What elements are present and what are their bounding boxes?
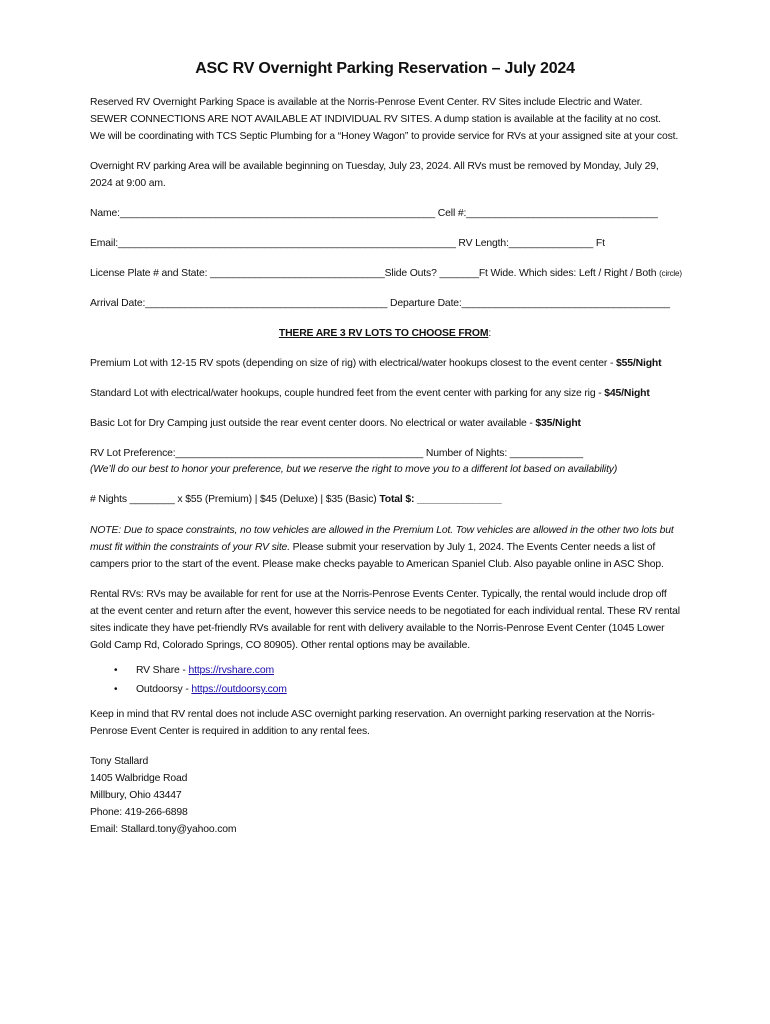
nights-line-text: # Nights ________ x $55 (Premium) | $45 (Deluxe) | $35 (Basic) xyxy=(90,494,380,505)
list-item xyxy=(136,665,274,676)
lot-preference-field[interactable]: RV Lot Preference:____________________________________________ Number of Nights: _____________ xyxy=(90,448,583,459)
keep-in-mind-line: Keep in mind that RV rental does not include ASC overnight parking reservation. An overnight parking reservation at the Norris- xyxy=(90,709,655,720)
standard-lot-price: $45/Night xyxy=(604,388,650,399)
bullet-icon: • xyxy=(114,665,118,676)
note-line: NOTE: Due to space constraints, no tow vehicles are allowed in the Premium Lot. Tow vehicles are allowed in the other two lots but xyxy=(90,525,674,536)
premium-lot-price: $55/Night xyxy=(616,358,662,369)
note-line: campers prior to the start of the event. Please make checks payable to American Spaniel Club. Also payable online in ASC Shop. xyxy=(90,559,664,570)
nights-total-field[interactable] xyxy=(90,494,502,505)
standard-lot-text: Standard Lot with electrical/water hookups, couple hundred feet from the event center with parking for any size rig - xyxy=(90,388,605,399)
note-line xyxy=(90,542,655,553)
contact-email: Email: Stallard.tony@yahoo.com xyxy=(90,824,237,835)
premium-lot-text: Premium Lot with 12-15 RV spots (depending on size of rig) with electrical/water hookups closest to the event center - xyxy=(90,358,617,369)
bullet-icon: • xyxy=(114,684,118,695)
availability-line: 2024 at 9:00 am. xyxy=(90,178,166,189)
lots-heading xyxy=(0,328,770,339)
list-item xyxy=(136,684,287,695)
rental-line: Rental RVs: RVs may be available for rent for use at the Norris-Penrose Events Center. Typically, the rental would include drop off xyxy=(90,589,667,600)
outdoorsy-label: Outdoorsy - xyxy=(136,684,192,695)
preference-note: (We’ll do our best to honor your preference, but we reserve the right to move you to a different lot based on availability) xyxy=(90,464,618,475)
arrival-departure-field[interactable]: Arrival Date:___________________________________________ Departure Date:_____________________________________ xyxy=(90,298,670,309)
email-length-field[interactable]: Email:____________________________________________________________ RV Length:_______________ Ft xyxy=(90,238,605,249)
license-line-text: License Plate # and State: _______________________________Slide Outs? _______Ft Wide. Which sides: Left / Right / Both xyxy=(90,268,657,279)
basic-lot-line xyxy=(90,418,581,429)
contact-city: Millbury, Ohio 43447 xyxy=(90,790,182,801)
contact-phone: Phone: 419-266-6898 xyxy=(90,807,188,818)
standard-lot-line xyxy=(90,388,650,399)
note-italic-text: must fit within the constraints of your RV site. xyxy=(90,542,290,553)
name-cell-field[interactable]: Name:________________________________________________________ Cell #:__________________________________ xyxy=(90,208,658,219)
note-text: Please submit your reservation by July 1, 2024. The Events Center needs a list of xyxy=(289,542,656,553)
license-slideouts-field[interactable] xyxy=(90,268,682,279)
outdoorsy-link[interactable]: https://outdoorsy.com xyxy=(191,684,287,695)
contact-name: Tony Stallard xyxy=(90,756,149,767)
intro-line: We will be coordinating with TCS Septic Plumbing for a “Honey Wagon” to provide service for RVs at your assigned site at your cost. xyxy=(90,131,679,142)
basic-lot-price: $35/Night xyxy=(535,418,581,429)
intro-line: SEWER CONNECTIONS ARE NOT AVAILABLE AT INDIVIDUAL RV SITES. A dump station is available at the facility at no cost. xyxy=(90,114,661,125)
keep-in-mind-line: Penrose Event Center is required in addition to any rental fees. xyxy=(90,726,370,737)
page-title: ASC RV Overnight Parking Reservation – July 2024 xyxy=(195,60,575,77)
lots-heading-colon: : xyxy=(488,328,492,339)
basic-lot-text: Basic Lot for Dry Camping just outside the rear event center doors. No electrical or water available - xyxy=(90,418,536,429)
contact-street: 1405 Walbridge Road xyxy=(90,773,188,784)
premium-lot-line xyxy=(90,358,661,369)
lots-heading-text: THERE ARE 3 RV LOTS TO CHOOSE FROM xyxy=(278,328,489,339)
total-label: Total $: _______________ xyxy=(379,494,502,505)
rental-line: Gold Camp Rd, Colorado Springs, CO 80905). Other rental options may be available. xyxy=(90,640,471,651)
rvshare-label: RV Share - xyxy=(136,665,189,676)
circle-note: (circle) xyxy=(659,269,682,278)
rental-line: sites indicate they have pet-friendly RVs available for rent with delivery available to the Norris-Penrose Event Center (1045 Lower xyxy=(90,623,665,634)
rvshare-link[interactable]: https://rvshare.com xyxy=(188,665,274,676)
rental-line: at the event center and return after the event, however this service needs to be negotiated for each individual rental. These RV rental xyxy=(90,606,680,617)
intro-line: Reserved RV Overnight Parking Space is available at the Norris-Penrose Event Center. RV Sites include Electric and Water. xyxy=(90,97,643,108)
availability-line: Overnight RV parking Area will be available beginning on Tuesday, July 23, 2024. All RVs must be removed by Monday, July 29, xyxy=(90,161,659,172)
